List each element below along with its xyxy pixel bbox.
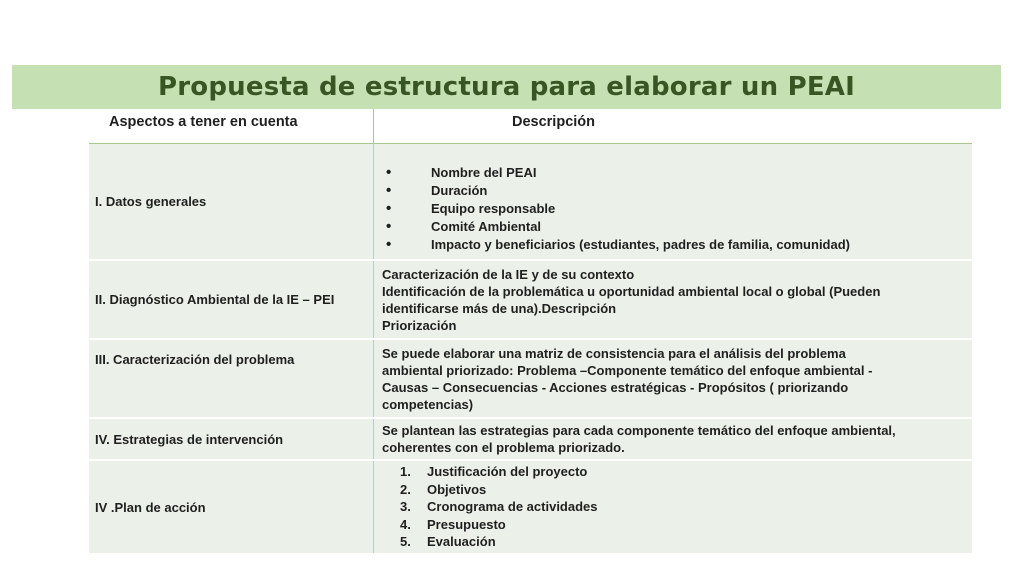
list-item (382, 199, 964, 217)
description-line: competencias) (382, 397, 474, 412)
table-row (89, 461, 972, 553)
list-number: 4. (400, 516, 411, 532)
bullet-icon: • (386, 163, 392, 181)
header-description: Descripción (512, 114, 595, 130)
list-item (382, 481, 964, 499)
slide-title: Propuesta de estructura para elaborar un PEAI (158, 72, 855, 102)
numbered-list (382, 463, 964, 551)
aspect-cell (89, 261, 374, 338)
list-item (382, 516, 964, 534)
aspect-label: II. Diagnóstico Ambiental de la IE – PEI (95, 292, 335, 307)
list-number: 2. (400, 481, 411, 497)
bullet-icon: • (386, 199, 392, 217)
aspect-cell (89, 419, 374, 459)
description-line: Se plantean las estrategias para cada componente temático del enfoque ambiental, (382, 423, 896, 438)
description-cell (374, 144, 972, 259)
list-item-text: Justificación del proyecto (427, 464, 588, 480)
description-line: identificarse más de una).Descripción (382, 301, 617, 316)
bullet-list (382, 163, 964, 253)
aspect-cell (89, 461, 374, 553)
table-row (89, 419, 972, 461)
list-item-text: Impacto y beneficiarios (estudiantes, padres de familia, comunidad) (431, 236, 850, 252)
table-row (89, 340, 972, 419)
description-line: Se puede elaborar una matriz de consistencia para el análisis del problema (382, 346, 846, 361)
list-item-text: Cronograma de actividades (427, 499, 598, 515)
list-item-text: Evaluación (427, 534, 496, 550)
list-item-text: Comité Ambiental (431, 218, 542, 234)
list-item (382, 163, 964, 181)
list-item-text: Nombre del PEAI (431, 164, 537, 180)
description-line: Caracterización de la IE y de su contexto (382, 267, 635, 282)
structure-table (89, 109, 972, 552)
table-header (89, 109, 972, 144)
aspect-label: III. Caracterización del problema (95, 352, 295, 367)
description-cell (374, 461, 972, 553)
aspect-label: IV .Plan de acción (95, 499, 206, 515)
aspect-label: I. Datos generales (95, 194, 207, 209)
list-item (382, 498, 964, 516)
list-item-text: Presupuesto (427, 516, 506, 532)
list-item (382, 533, 964, 551)
description-cell (374, 419, 972, 459)
list-number: 3. (400, 499, 411, 515)
description-line: Priorización (382, 318, 457, 333)
aspect-label: IV. Estrategias de intervención (95, 431, 284, 447)
list-item-text: Objetivos (427, 481, 487, 497)
description-line: coherentes con el problema priorizado. (382, 440, 625, 455)
header-aspects: Aspectos a tener en cuenta (89, 109, 374, 143)
bullet-icon: • (386, 217, 392, 235)
description-line: Identificación de la problemática u oportunidad ambiental local o global (Pueden (382, 284, 881, 299)
list-item (382, 217, 964, 235)
table-row (89, 261, 972, 340)
list-item-text: Equipo responsable (431, 200, 556, 216)
description-line: Causas – Consecuencias - Acciones estratégicas - Propósitos ( priorizando (382, 380, 849, 395)
table-row (89, 144, 972, 261)
list-item-text: Duración (431, 182, 488, 198)
list-number: 1. (400, 464, 411, 480)
list-item (382, 181, 964, 199)
description-cell (374, 261, 972, 338)
aspect-cell (89, 144, 374, 259)
title-band (12, 65, 1001, 109)
bullet-icon: • (386, 235, 392, 253)
list-item (382, 463, 964, 481)
list-number: 5. (400, 534, 411, 550)
aspect-cell (89, 340, 374, 417)
description-cell (374, 340, 972, 417)
description-line: ambiental priorizado: Problema –Componente temático del enfoque ambiental - (382, 363, 873, 378)
list-item (382, 235, 964, 253)
bullet-icon: • (386, 181, 392, 199)
